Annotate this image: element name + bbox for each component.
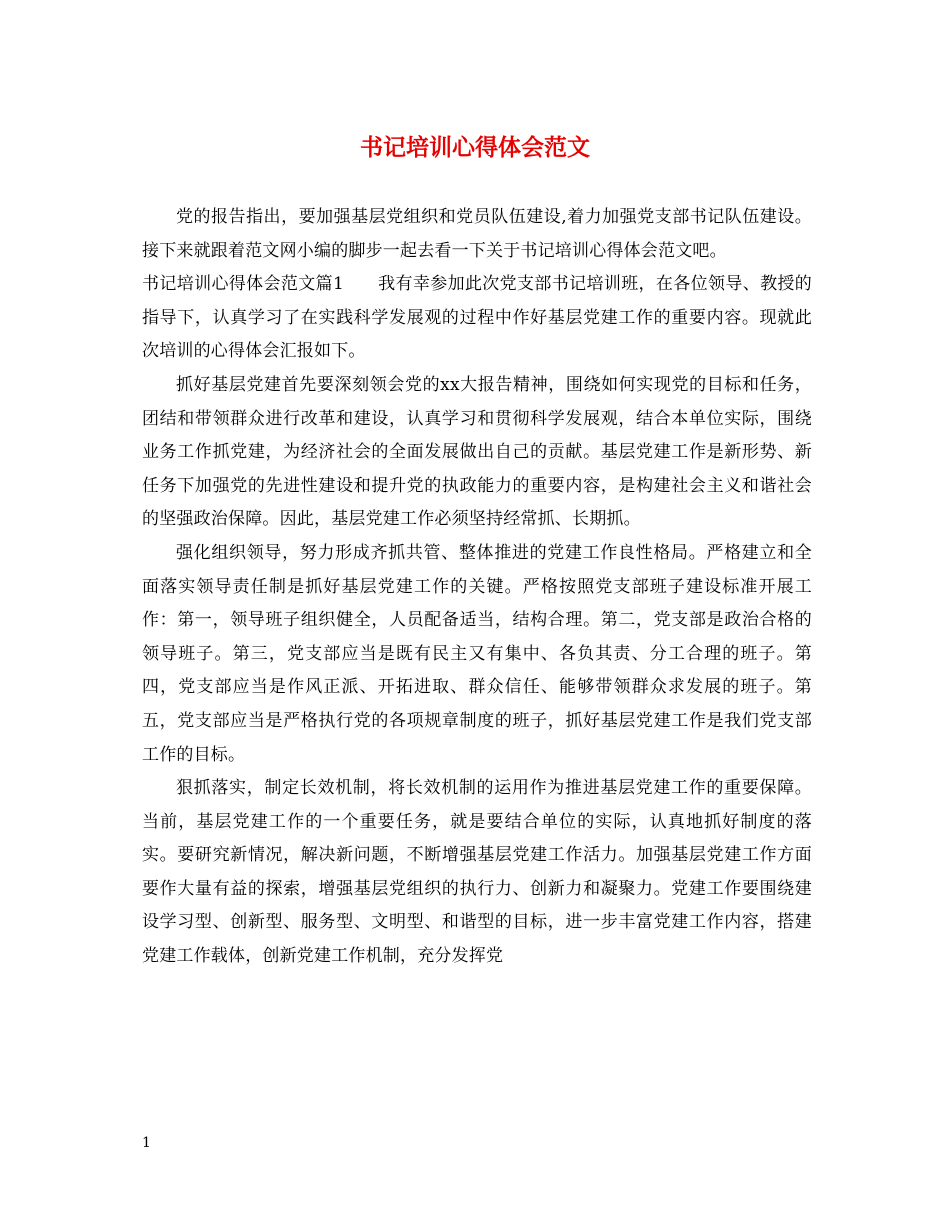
section-opening: 我有幸参加此次党支部书记培训班，在各位领导、教授的指导下，认真学习了在实践科学发展观的过程中作好基层党建工作的重要内容。现就此次培训的心得体会汇报如下。 — [142, 274, 812, 362]
body-paragraph-3: 狠抓落实，制定长效机制，将长效机制的运用作为推进基层党建工作的重要保障。当前，基层党建工作的一个重要任务，就是要结合单位的实际，认真地抓好制度的落实。要研究新情况，解决新问题，不断增强基层党建工作活力。加强基层党建工作方面要作大量有益的探索，增强基层党组织的执行力、创新力和凝聚力。党建工作要围绕建设学习型、创新型、服务型、文明型、和谐型的目标，进一步丰富党建工作内容，搭建党建工作载体，创新党建工作机制，充分发挥党 — [142, 778, 812, 967]
body-paragraph-1: 抓好基层党建首先要深刻领会党的xx大报告精神，围绕如何实现党的目标和任务，团结和带领群众进行改革和建设，认真学习和贯彻科学发展观，结合本单位实际，围绕业务工作抓党建，为经济社会的全面发展做出自己的贡献。基层党建工作是新形势、新任务下加强党的先进性建设和提升党的执政能力的重要内容，是构建社会主义和谐社会的坚强政治保障。因此，基层党建工作必须坚持经常抓、长期抓。 — [142, 374, 812, 530]
section-heading: 书记培训心得体会范文篇1 — [142, 274, 344, 295]
page-number: 1 — [142, 1135, 151, 1151]
body-paragraph-2: 强化组织领导，努力形成齐抓共管、整体推进的党建工作良性格局。严格建立和全面落实领导责任制是抓好基层党建工作的关键。严格按照党支部班子建设标准开展工作：第一，领导班子组织健全，人员配备适当，结构合理。第二，党支部是政治合格的领导班子。第三，党支部应当是既有民主又有集中、各负其责、分工合理的班子。第四，党支部应当是作风正派、开拓进取、群众信任、能够带领群众求发展的班子。第五，党支部应当是严格执行党的各项规章制度的班子，抓好基层党建工作是我们党支部工作的目标。 — [142, 542, 812, 765]
intro-paragraph: 党的报告指出，要加强基层党组织和党员队伍建设,着力加强党支部书记队伍建设。接下来就跟着范文网小编的脚步一起去看一下关于书记培训心得体会范文吧。 — [142, 207, 812, 261]
document-title: 书记培训心得体会范文 — [360, 134, 590, 161]
document-body — [142, 201, 812, 974]
section-paragraph — [142, 268, 812, 369]
